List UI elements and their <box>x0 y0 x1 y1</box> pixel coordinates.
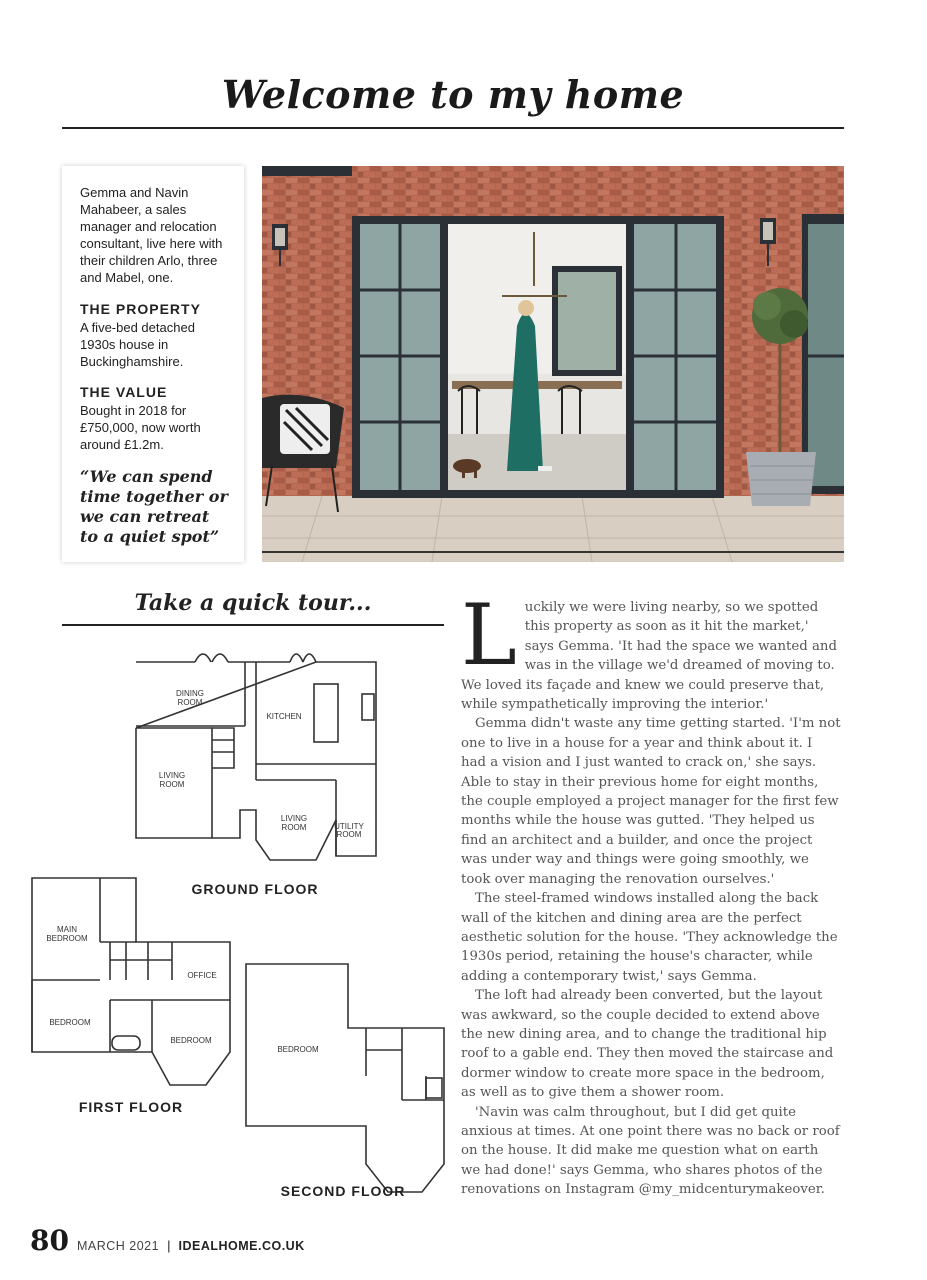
room-label-living-b-2: ROOM <box>281 823 307 832</box>
page-number: 80 <box>30 1224 69 1257</box>
second-floor-plan <box>246 964 444 1192</box>
house-exterior-illustration <box>262 166 844 562</box>
room-label-main-1: MAIN <box>57 925 77 934</box>
title-rule <box>62 127 844 129</box>
quote-text: We can spend time together or we can retreat to a quiet spot <box>80 467 228 546</box>
room-label-bedroom-b: BEDROOM <box>170 1036 212 1045</box>
drop-cap: L <box>461 586 517 684</box>
ground-floor-label: GROUND FLOOR <box>191 881 319 897</box>
property-text: A five-bed detached 1930s house in Buckinghamshire. <box>80 320 195 369</box>
issue-date: MARCH 2021 <box>76 1239 160 1253</box>
first-floor-label: FIRST FLOOR <box>78 1099 184 1115</box>
intro-text: Gemma and Navin Mahabeer, a sales manager and relocation consultant, live here with their children Arlo, three and Mabel, one. <box>80 185 223 285</box>
pull-quote <box>80 467 230 547</box>
open-quote-mark: “ <box>80 467 90 486</box>
room-label-office: OFFICE <box>187 971 217 980</box>
tour-rule <box>62 624 444 626</box>
first-floor-plan <box>32 878 230 1085</box>
property-fact <box>80 301 230 370</box>
article-paragraph-2: Gemma didn't waste any time getting started. 'I'm not one to live in a house for a year and think about it. I had a vision and I just wanted to crack on,' she says. Able to stay in their previous home for eight months, the couple employed a project manager for the first few months while the house was gutted. 'They helped us find an architect and a builder, and once the project was under way and things were going smoothly, we took over managing the renovation ourselves.' <box>461 716 841 887</box>
room-label-utility-1: UTILITY <box>334 822 364 831</box>
article-paragraph-5: 'Navin was calm throughout, but I did get quite anxious at times. At one point there was no back or roof on the house. It did make me question what on earth we had done!' says Gemma, who shares photos of the renovations on Instagram @my_midcenturymakeover. <box>461 1104 840 1198</box>
room-label-loft-bedroom: BEDROOM <box>277 1045 319 1054</box>
fact-box <box>62 166 244 562</box>
property-heading: THE PROPERTY <box>80 301 201 317</box>
close-quote-mark: ” <box>209 527 220 546</box>
hero-photo <box>262 166 844 562</box>
page-title: Welcome to my home <box>221 72 685 117</box>
tour-title: Take a quick tour... <box>134 590 372 616</box>
footer-separator: | <box>167 1238 171 1253</box>
article-paragraph-4: The loft had already been converted, but the layout was awkward, so the couple decided to extend above the new dining area, and to change the traditional hip roof to a gable end. They then moved the staircase and dormer window to create more space in the bedroom, as well as to give them a shower room. <box>461 988 834 1101</box>
second-floor-label: SECOND FLOOR <box>280 1183 406 1199</box>
value-fact <box>80 384 230 453</box>
room-label-dining-1: DINING <box>176 689 204 698</box>
floor-plans <box>0 640 460 1220</box>
article-paragraph-1: uckily we were living nearby, so we spotted this property as soon as it hit the market,' says Gemma. 'It had the space we wanted and was in the village we'd dreamed of moving to. We loved its façade and knew we could preserve that, while sympathetically improving the interior.' <box>461 600 838 713</box>
room-label-main-2: BEDROOM <box>46 934 88 943</box>
page-footer <box>30 1224 305 1257</box>
room-label-kitchen: KITCHEN <box>266 712 302 721</box>
room-label-utility-2: ROOM <box>336 830 362 839</box>
room-label-living-b-1: LIVING <box>280 814 308 823</box>
room-label-living-1: LIVING <box>158 771 186 780</box>
room-label-living-2: ROOM <box>159 780 185 789</box>
website-link[interactable]: IDEALHOME.CO.UK <box>178 1239 305 1253</box>
room-label-dining-2: ROOM <box>177 698 203 707</box>
room-label-bedroom-a: BEDROOM <box>49 1018 91 1027</box>
value-heading: THE VALUE <box>80 384 168 400</box>
article-body <box>461 586 841 1200</box>
article-paragraph-3: The steel-framed windows installed along the back wall of the kitchen and dining area are the perfect aesthetic solution for the house. 'They acknowledge the 1930s period, retaining the house's character, while adding a contemporary twist,' says Gemma. <box>461 891 838 984</box>
value-text: Bought in 2018 for £750,000, now worth around £1.2m. <box>80 403 201 452</box>
